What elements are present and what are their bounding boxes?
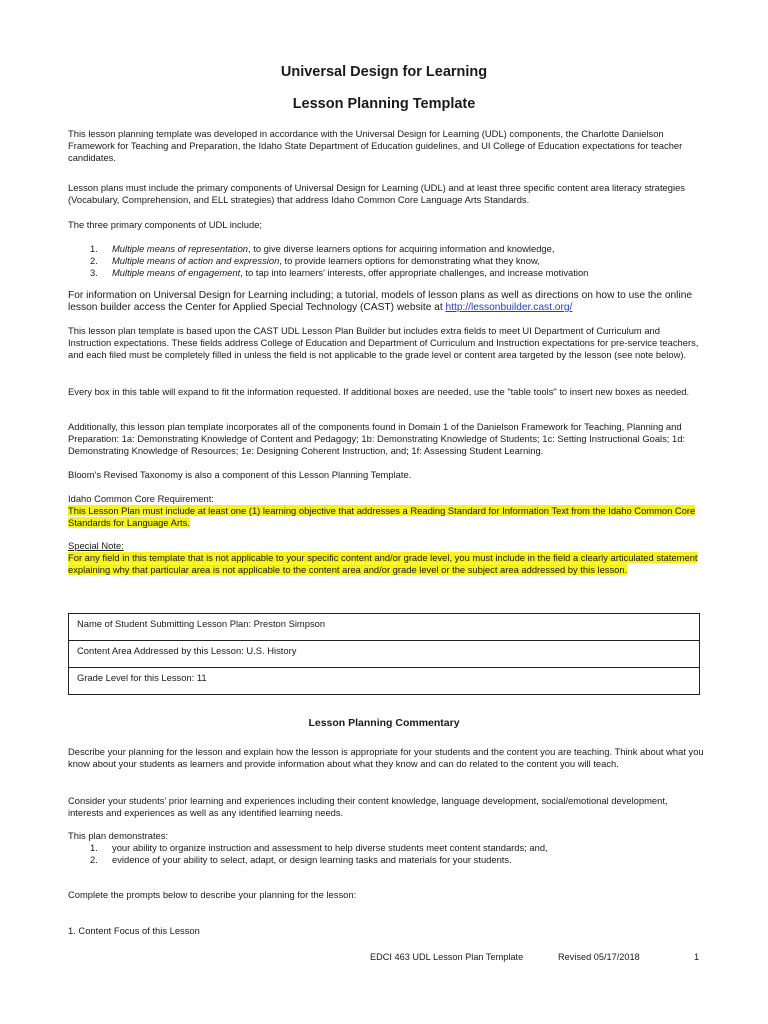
cast-info-paragraph xyxy=(68,290,704,314)
list-text: , to tap into learners' interests, offer appropriate challenges, and increase motivation xyxy=(240,267,589,278)
list-item xyxy=(90,255,700,267)
requirement-label: Idaho Common Core Requirement: xyxy=(68,493,214,504)
commentary-paragraph-2: Consider your students' prior learning and experiences including their content knowledge, language development, social/emotional development, interests and experiences as well as any identified learning needs. xyxy=(68,795,668,818)
document-title: Universal Design for Learning xyxy=(280,64,488,80)
list-number: 1. xyxy=(90,842,98,853)
list-number: 2. xyxy=(90,854,98,865)
requirement-block xyxy=(68,493,704,529)
special-note-block xyxy=(68,540,704,576)
footer-document-name: EDCI 463 UDL Lesson Plan Template xyxy=(370,952,524,962)
udl-components-intro: The three primary components of UDL include; xyxy=(68,219,263,230)
requirement-highlight: This Lesson Plan must include at least one (1) learning objective that addresses a Reading Standard for Information Text from the Idaho Common Core Standards for Language Arts. xyxy=(68,505,696,528)
list-number: 2. xyxy=(90,255,98,266)
list-text: evidence of your ability to select, adapt, or design learning tasks and materials for your students. xyxy=(112,854,512,865)
footer-revised-date: Revised 05/17/2018 xyxy=(558,952,640,962)
cast-info-text: For information on Universal Design for Learning including; a tutorial, models of lesson plans as well as directions on how to use the online lesson builder access the Center for Applied Special Technology (CAST) website at xyxy=(68,290,693,313)
plan-demonstrates-label: This plan demonstrates: xyxy=(68,830,169,841)
section-content-focus: 1. Content Focus of this Lesson xyxy=(68,925,200,936)
commentary-heading: Lesson Planning Commentary xyxy=(308,717,460,729)
template-basis-paragraph: This lesson plan template is based upon the CAST UDL Lesson Plan Builder but includes extra fields to meet UI Department of Curriculum and Instruction expectations. These fields address College of Education and Department of Curriculum and Instruction expectations for pre-service teachers, and each filed must be completely filled in unless the field is not applicable to the grade level or content area targeted by the lesson (see note below). xyxy=(68,325,699,360)
list-text: your ability to organize instruction and assessment to help diverse students meet content standards; and, xyxy=(112,842,548,853)
prompts-intro: Complete the prompts below to describe your planning for the lesson: xyxy=(68,889,357,900)
list-emphasis: Multiple means of engagement xyxy=(112,267,241,278)
special-note-label: Special Note: xyxy=(68,540,124,551)
bloom-paragraph: Bloom's Revised Taxonomy is also a component of this Lesson Planning Template. xyxy=(68,469,412,480)
document-subtitle: Lesson Planning Template xyxy=(292,96,476,112)
list-text: , to provide learners options for demonstrating what they know, xyxy=(279,255,540,266)
commentary-paragraph-1: Describe your planning for the lesson and explain how the lesson is appropriate for your students and the content you are teaching. Think about what you know about your students as learners and provide information about what they know and can do related to the content you will teach. xyxy=(68,746,704,769)
list-emphasis: Multiple means of action and expression xyxy=(112,255,280,266)
list-item xyxy=(90,243,700,255)
content-area-cell[interactable]: Content Area Addressed by this Lesson: U.S. History xyxy=(69,641,700,668)
special-note-highlight: For any field in this template that is not applicable to your specific content and/or grade level, you must include in the field a clearly articulated statement explaining why that particular area is not applicable to the content area and/or grade level or the subject area addressed by this lesson. xyxy=(68,552,698,575)
danielson-paragraph: Additionally, this lesson plan template incorporates all of the components found in Domain 1 of the Danielson Framework for Teaching, Planning and Preparation: 1a: Demonstrating Knowledge of Content and Pedagogy; 1b: Demonstrating Knowledge of Students; 1c: Setting Instructional Goals; 1d: Demonstrating Knowledge of Resources; 1e: Designing Coherent Instruction, and; 1f: Assessing Student Learning. xyxy=(68,421,686,456)
table-row xyxy=(69,641,700,668)
lesson-info-table xyxy=(68,613,700,695)
table-row xyxy=(69,668,700,695)
list-item xyxy=(90,267,700,279)
student-name-cell[interactable]: Name of Student Submitting Lesson Plan: Preston Simpson xyxy=(69,614,700,641)
list-number: 3. xyxy=(90,267,98,278)
list-item xyxy=(90,842,700,854)
list-number: 1. xyxy=(90,243,98,254)
udl-components-list xyxy=(90,243,700,279)
table-expand-paragraph: Every box in this table will expand to fit the information requested. If additional boxes are needed, use the "table tools" to insert new boxes as needed. xyxy=(68,386,690,397)
udl-requirement-paragraph: Lesson plans must include the primary components of Universal Design for Learning (UDL) and at least three specific content area literacy strategies (Vocabulary, Comprehension, and ELL strategies) that address Idaho Common Core Language Arts Standards. xyxy=(68,182,685,205)
list-item xyxy=(90,854,700,866)
footer-page-number: 1 xyxy=(694,952,700,962)
intro-paragraph: This lesson planning template was developed in accordance with the Universal Design for Learning (UDL) components, the Charlotte Danielson Framework for Teaching and Preparation, the Idaho State Department of Education guidelines, and UI College of Education expectations for teacher candidates. xyxy=(68,128,683,163)
plan-demonstrates-list xyxy=(90,842,700,866)
table-row xyxy=(69,614,700,641)
cast-website-link[interactable]: http://lessonbuilder.cast.org/ xyxy=(445,302,573,313)
list-text: , to give diverse learners options for acquiring information and knowledge, xyxy=(248,243,555,254)
list-emphasis: Multiple means of representation xyxy=(112,243,249,254)
grade-level-cell[interactable]: Grade Level for this Lesson: 11 xyxy=(69,668,700,695)
